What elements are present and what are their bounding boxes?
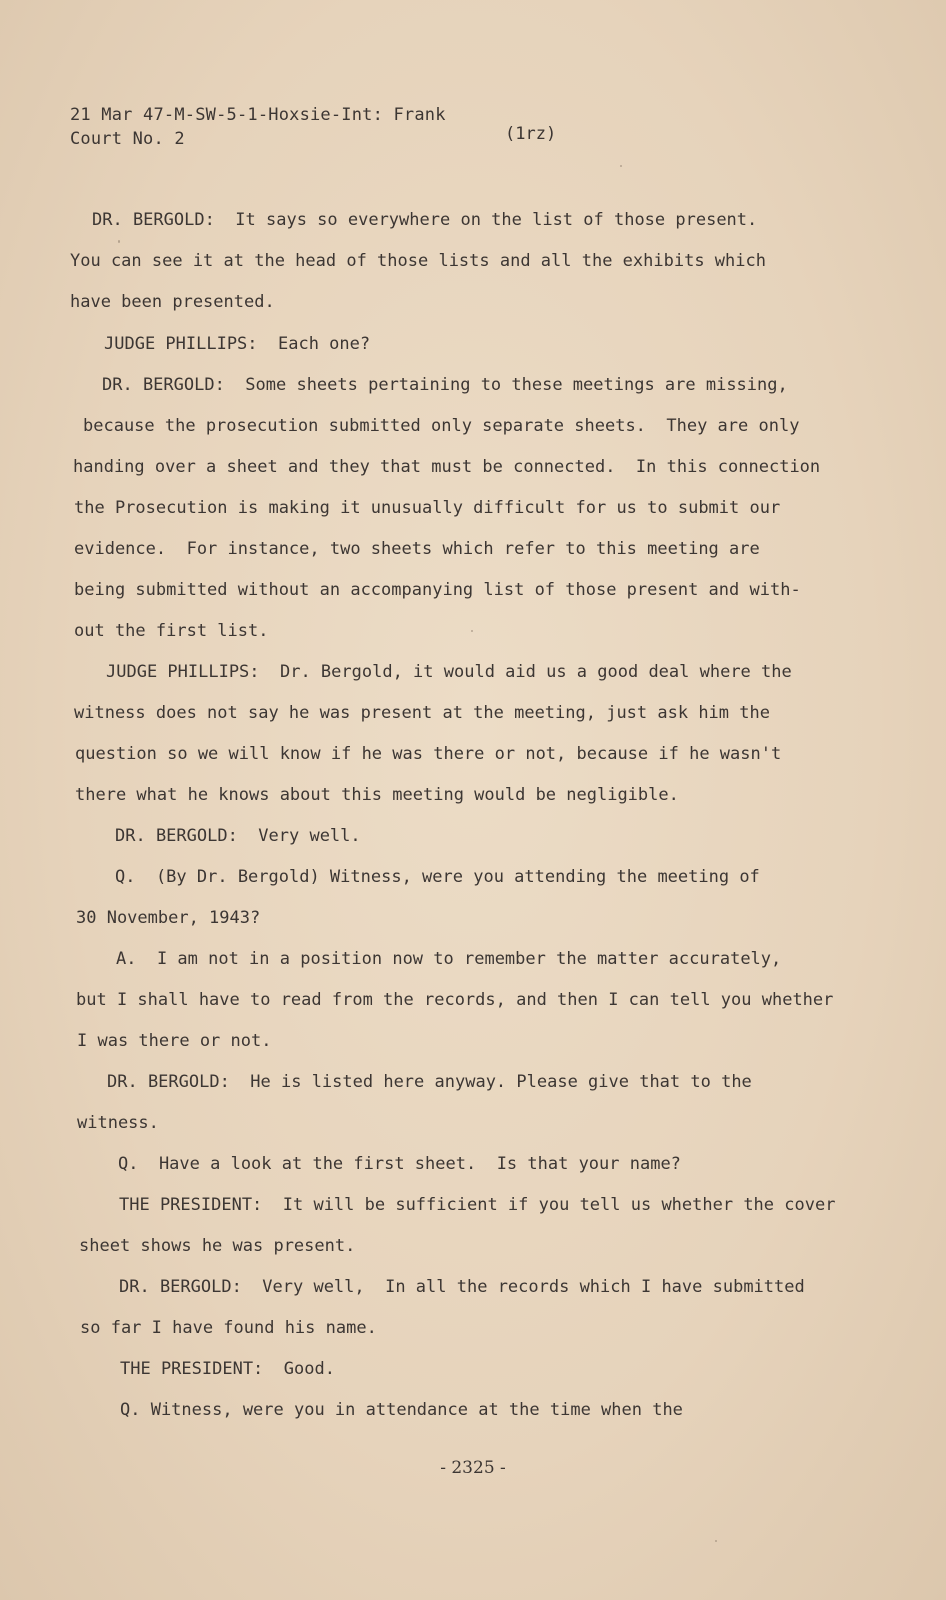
transcript-line: DR. BERGOLD: He is listed here anyway. Please give that to the [107, 1072, 752, 1092]
paper-speck [620, 165, 622, 167]
court-number: Court No. 2 [70, 129, 185, 149]
transcript-line: witness. [77, 1113, 159, 1133]
transcript-line: DR. BERGOLD: It says so everywhere on the list of those present. [92, 210, 758, 230]
transcript-line: DR. BERGOLD: Some sheets pertaining to these meetings are missing, [102, 375, 788, 395]
transcript-line: I was there or not. [77, 1031, 272, 1051]
transcript-line: THE PRESIDENT: It will be sufficient if you tell us whether the cover [119, 1195, 836, 1215]
transcript-line: but I shall have to read from the records, and then I can tell you whether [76, 990, 834, 1010]
transcript-line: DR. BERGOLD: Very well. [115, 826, 361, 846]
transcript-line: DR. BERGOLD: Very well, In all the records which I have submitted [119, 1277, 805, 1297]
transcript-line: JUDGE PHILLIPS: Each one? [104, 334, 371, 354]
paper-speck [471, 630, 473, 632]
transcript-line: the Prosecution is making it unusually difficult for us to submit our [74, 498, 781, 518]
transcript-line: Q. Witness, were you in attendance at the time when the [120, 1400, 683, 1420]
transcript-line: 30 November, 1943? [76, 908, 261, 928]
transcript-line: being submitted without an accompanying list of those present and with- [74, 580, 801, 600]
transcript-line: Q. Have a look at the first sheet. Is that your name? [118, 1154, 681, 1174]
transcript-line: Q. (By Dr. Bergold) Witness, were you attending the meeting of [115, 867, 760, 887]
transcript-line: handing over a sheet and they that must be connected. In this connection [73, 457, 821, 477]
document-code: (1rz) [505, 124, 557, 144]
transcript-line: there what he knows about this meeting would be negligible. [75, 785, 679, 805]
transcript-line: so far I have found his name. [80, 1318, 377, 1338]
transcript-line: A. I am not in a position now to remember the matter accurately, [116, 949, 782, 969]
transcript-line: out the first list. [74, 621, 269, 641]
transcript-line: witness does not say he was present at the meeting, just ask him the [74, 703, 770, 723]
transcript-line: JUDGE PHILLIPS: Dr. Bergold, it would aid us a good deal where the [106, 662, 792, 682]
transcript-line: THE PRESIDENT: Good. [120, 1359, 335, 1379]
page-number: - 2325 - [440, 1458, 506, 1478]
document-reference: 21 Mar 47-M-SW-5-1-Hoxsie-Int: Frank [70, 105, 446, 125]
transcript-line: You can see it at the head of those lists and all the exhibits which [70, 251, 766, 271]
transcript-line: evidence. For instance, two sheets which refer to this meeting are [74, 539, 760, 559]
transcript-line: sheet shows he was present. [79, 1236, 356, 1256]
transcript-line: have been presented. [70, 292, 275, 312]
transcript-line: question so we will know if he was there or not, because if he wasn't [75, 744, 782, 764]
paper-speck [715, 1540, 717, 1542]
paper-speck [118, 240, 120, 243]
transcript-line: because the prosecution submitted only separate sheets. They are only [83, 416, 800, 436]
